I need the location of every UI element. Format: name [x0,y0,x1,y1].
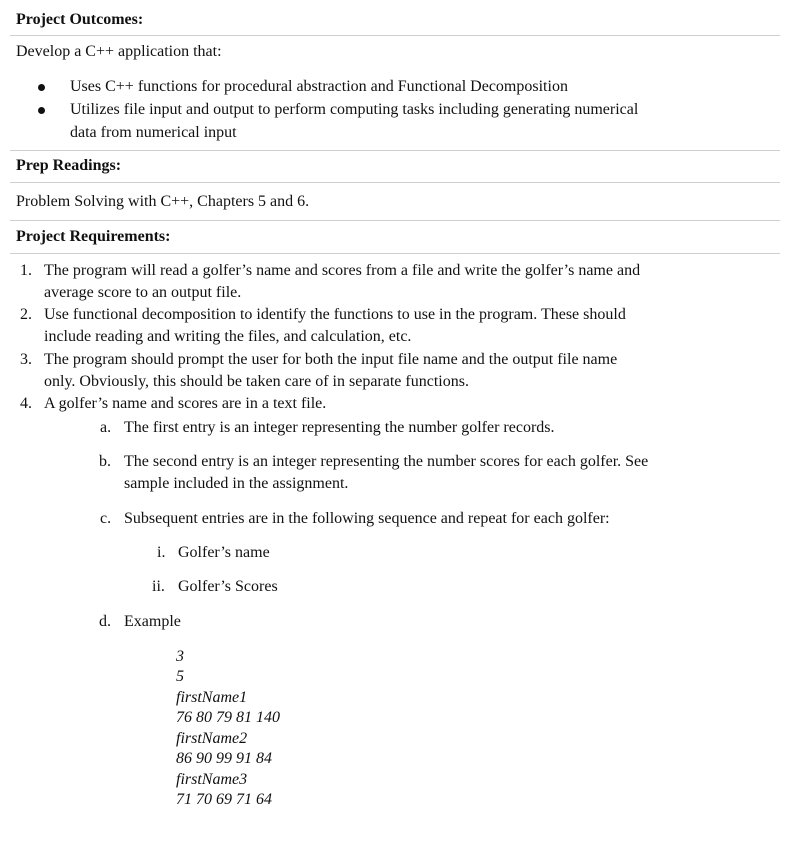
section-divider [10,253,780,254]
requirement-text: Use functional decomposition to identify the functions to use in the program. These should [44,306,626,323]
subsubitem-marker: i. [157,544,166,561]
example-line: 5 [176,668,184,685]
subsubitem-text: Golfer’s name [178,544,270,561]
example-line: firstName1 [176,689,248,706]
requirement-text: The program should prompt the user for both the input file name and the output file name [44,351,618,368]
requirement-text: A golfer’s name and scores are in a text file. [44,395,327,412]
subitem-marker: a. [100,419,112,436]
example-line: 71 70 69 71 64 [176,791,272,808]
subsubitem-marker: ii. [152,578,165,595]
section-divider [10,35,780,36]
subitem-text: The second entry is an integer representing the number scores for each golfer. See [124,453,649,470]
requirement-marker: 2. [20,306,32,323]
example-line: 3 [176,648,184,665]
subsubitem-text: Golfer’s Scores [178,578,278,595]
outcome-item: Uses C++ functions for procedural abstraction and Functional Decomposition [70,78,568,95]
requirement-marker: 1. [20,262,32,279]
requirement-marker: 3. [20,351,32,368]
outcome-item: Utilizes file input and output to perform computing tasks including generating numerical [70,101,639,118]
outcome-item-continued: data from numerical input [70,124,237,141]
requirement-marker: 4. [20,395,32,412]
bullet-icon [38,84,45,91]
example-line: firstName3 [176,771,248,788]
example-line: 76 80 79 81 140 [176,709,280,726]
requirement-text: include reading and writing the files, and calculation, etc. [44,328,412,345]
subitem-text: sample included in the assignment. [124,475,349,492]
outcomes-intro: Develop a C++ application that: [16,43,222,60]
bullet-icon [38,107,45,114]
requirement-text: only. Obviously, this should be taken care of in separate functions. [44,373,469,390]
example-line: 86 90 99 91 84 [176,750,272,767]
section-divider [10,150,780,151]
subitem-marker: b. [99,453,111,470]
requirement-text: The program will read a golfer’s name and scores from a file and write the golfer’s name and [44,262,641,279]
subitem-text: Subsequent entries are in the following sequence and repeat for each golfer: [124,510,610,527]
section-divider [10,182,780,183]
prep-text: Problem Solving with C++, Chapters 5 and 6. [16,193,310,210]
requirement-text: average score to an output file. [44,284,242,301]
requirements-heading: Project Requirements: [16,228,171,245]
example-line: firstName2 [176,730,248,747]
subitem-marker: d. [99,613,111,630]
subitem-marker: c. [100,510,112,527]
section-divider [10,220,780,221]
subitem-text: Example [124,613,181,630]
prep-heading: Prep Readings: [16,157,122,174]
outcomes-heading: Project Outcomes: [16,11,144,28]
subitem-text: The first entry is an integer representing the number golfer records. [124,419,555,436]
